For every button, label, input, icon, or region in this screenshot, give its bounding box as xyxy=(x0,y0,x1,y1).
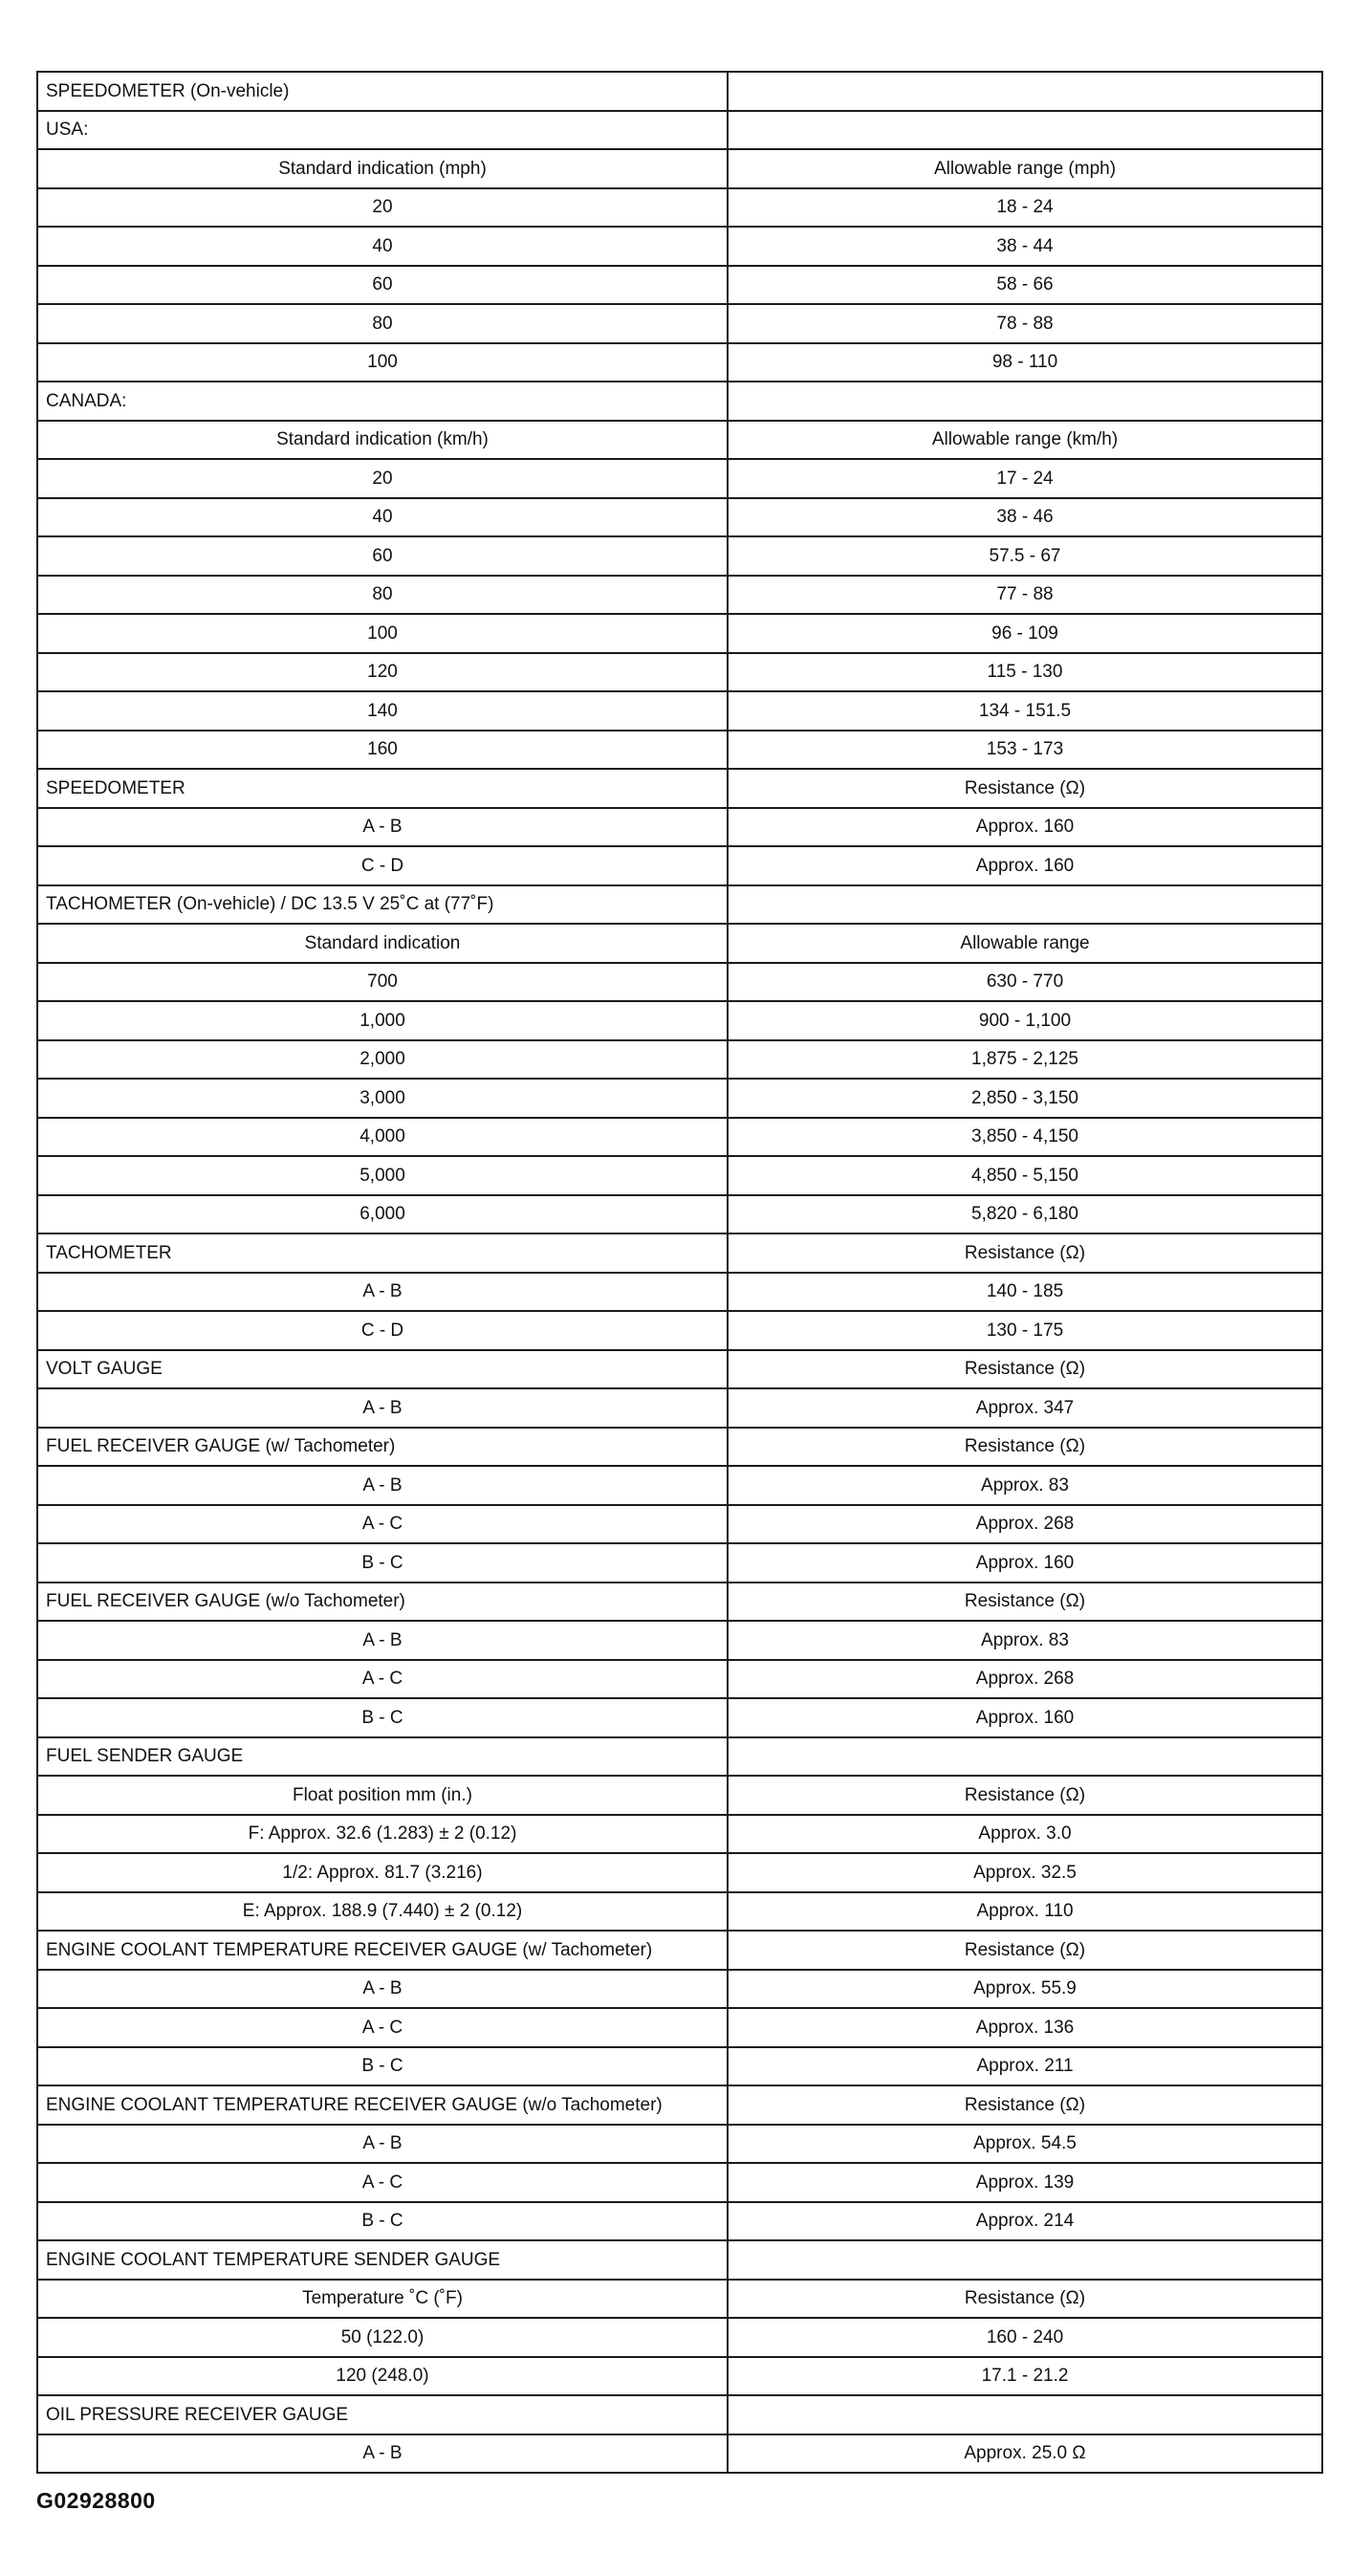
value-cell: Approx. 268 xyxy=(728,1505,1322,1544)
value-cell: 17.1 - 21.2 xyxy=(728,2357,1322,2396)
value-cell: 160 - 240 xyxy=(728,2318,1322,2357)
table-row xyxy=(37,1118,1322,1157)
item-cell: 4,000 xyxy=(37,1118,728,1157)
figure-id-label: G02928800 xyxy=(36,2488,156,2513)
section-header-row xyxy=(37,2395,1322,2434)
value-cell xyxy=(728,72,1322,111)
value-cell: 98 - 110 xyxy=(728,343,1322,382)
value-cell: 38 - 46 xyxy=(728,498,1322,537)
item-cell: E: Approx. 188.9 (7.440) ± 2 (0.12) xyxy=(37,1892,728,1932)
table-row xyxy=(37,1466,1322,1505)
section-header-row xyxy=(37,2085,1322,2125)
item-cell: 5,000 xyxy=(37,1156,728,1195)
table-row xyxy=(37,2008,1322,2047)
table-row xyxy=(37,691,1322,731)
section-title-cell: SPEEDOMETER (On-vehicle) xyxy=(37,72,728,111)
section-header-row xyxy=(37,885,1322,925)
value-cell: Approx. 136 xyxy=(728,2008,1322,2047)
item-cell: 3,000 xyxy=(37,1079,728,1118)
value-cell: Resistance (Ω) xyxy=(728,1776,1322,1815)
value-cell: Approx. 83 xyxy=(728,1621,1322,1660)
value-cell: Approx. 347 xyxy=(728,1388,1322,1428)
table-row xyxy=(37,963,1322,1002)
table-row xyxy=(37,2357,1322,2396)
value-cell: Allowable range xyxy=(728,924,1322,963)
item-cell: B - C xyxy=(37,2047,728,2086)
value-cell: Approx. 160 xyxy=(728,808,1322,847)
item-cell: F: Approx. 32.6 (1.283) ± 2 (0.12) xyxy=(37,1815,728,1854)
section-title-cell: TACHOMETER xyxy=(37,1233,728,1273)
table-row xyxy=(37,498,1322,537)
section-header-row xyxy=(37,1233,1322,1273)
table-row xyxy=(37,1698,1322,1737)
item-cell: B - C xyxy=(37,1543,728,1583)
item-cell: B - C xyxy=(37,2202,728,2241)
table-row xyxy=(37,266,1322,305)
table-row xyxy=(37,227,1322,266)
section-title-cell: ENGINE COOLANT TEMPERATURE SENDER GAUGE xyxy=(37,2240,728,2280)
value-cell: Approx. 214 xyxy=(728,2202,1322,2241)
item-cell: A - B xyxy=(37,1466,728,1505)
item-cell: 80 xyxy=(37,576,728,615)
item-cell: A - B xyxy=(37,808,728,847)
table-row xyxy=(37,1505,1322,1544)
section-title-cell: OIL PRESSURE RECEIVER GAUGE xyxy=(37,2395,728,2434)
item-cell: 140 xyxy=(37,691,728,731)
item-cell: 120 (248.0) xyxy=(37,2357,728,2396)
value-cell: Approx. 54.5 xyxy=(728,2125,1322,2164)
section-title-cell: VOLT GAUGE xyxy=(37,1350,728,1389)
value-cell: Resistance (Ω) xyxy=(728,769,1322,808)
value-cell: 130 - 175 xyxy=(728,1311,1322,1350)
value-cell: 3,850 - 4,150 xyxy=(728,1118,1322,1157)
item-cell: A - B xyxy=(37,1970,728,2009)
table-row xyxy=(37,2434,1322,2474)
value-cell: Approx. 3.0 xyxy=(728,1815,1322,1854)
section-title-cell: SPEEDOMETER xyxy=(37,769,728,808)
value-cell xyxy=(728,382,1322,421)
value-cell: Resistance (Ω) xyxy=(728,1428,1322,1467)
table-row xyxy=(37,1040,1322,1080)
item-cell: 60 xyxy=(37,536,728,576)
section-title-cell: FUEL SENDER GAUGE xyxy=(37,1737,728,1777)
value-cell: 140 - 185 xyxy=(728,1273,1322,1312)
section-title-cell: USA: xyxy=(37,111,728,150)
table-row xyxy=(37,1311,1322,1350)
item-cell: A - C xyxy=(37,1660,728,1699)
section-title-cell: FUEL RECEIVER GAUGE (w/ Tachometer) xyxy=(37,1428,728,1467)
item-cell: 100 xyxy=(37,343,728,382)
table-row xyxy=(37,1660,1322,1699)
section-title-cell: ENGINE COOLANT TEMPERATURE RECEIVER GAUGE (w/ Tachometer) xyxy=(37,1931,728,1970)
section-title-cell: ENGINE COOLANT TEMPERATURE RECEIVER GAUGE (w/o Tachometer) xyxy=(37,2085,728,2125)
table-row xyxy=(37,1853,1322,1892)
value-cell: Resistance (Ω) xyxy=(728,1233,1322,1273)
table-row xyxy=(37,343,1322,382)
item-cell: A - C xyxy=(37,2008,728,2047)
specifications-table xyxy=(36,71,1323,2474)
value-cell: Approx. 55.9 xyxy=(728,1970,1322,2009)
table-row xyxy=(37,1970,1322,2009)
item-cell: A - C xyxy=(37,2163,728,2202)
section-header-row xyxy=(37,2240,1322,2280)
value-cell: Approx. 211 xyxy=(728,2047,1322,2086)
value-cell: 57.5 - 67 xyxy=(728,536,1322,576)
item-cell: Float position mm (in.) xyxy=(37,1776,728,1815)
table-row xyxy=(37,421,1322,460)
specifications-table-body xyxy=(37,72,1322,2473)
table-row xyxy=(37,1892,1322,1932)
section-header-row xyxy=(37,1428,1322,1467)
value-cell xyxy=(728,111,1322,150)
table-row xyxy=(37,924,1322,963)
value-cell: Approx. 32.5 xyxy=(728,1853,1322,1892)
value-cell: 134 - 151.5 xyxy=(728,691,1322,731)
value-cell: Resistance (Ω) xyxy=(728,2085,1322,2125)
value-cell: 1,875 - 2,125 xyxy=(728,1040,1322,1080)
value-cell: Approx. 110 xyxy=(728,1892,1322,1932)
item-cell: 6,000 xyxy=(37,1195,728,1234)
value-cell: 5,820 - 6,180 xyxy=(728,1195,1322,1234)
item-cell: A - B xyxy=(37,2125,728,2164)
value-cell: 96 - 109 xyxy=(728,614,1322,653)
item-cell: Standard indication (km/h) xyxy=(37,421,728,460)
value-cell: Resistance (Ω) xyxy=(728,2280,1322,2319)
item-cell: A - B xyxy=(37,2434,728,2474)
item-cell: 700 xyxy=(37,963,728,1002)
item-cell: 1/2: Approx. 81.7 (3.216) xyxy=(37,1853,728,1892)
section-header-row xyxy=(37,769,1322,808)
table-row xyxy=(37,2163,1322,2202)
section-header-row xyxy=(37,1737,1322,1777)
value-cell: 17 - 24 xyxy=(728,459,1322,498)
item-cell: 50 (122.0) xyxy=(37,2318,728,2357)
section-header-row xyxy=(37,1931,1322,1970)
item-cell: 60 xyxy=(37,266,728,305)
table-row xyxy=(37,304,1322,343)
table-row xyxy=(37,1388,1322,1428)
item-cell: 20 xyxy=(37,188,728,228)
value-cell: 2,850 - 3,150 xyxy=(728,1079,1322,1118)
value-cell: Resistance (Ω) xyxy=(728,1350,1322,1389)
table-row xyxy=(37,614,1322,653)
value-cell xyxy=(728,885,1322,925)
value-cell: 630 - 770 xyxy=(728,963,1322,1002)
table-row xyxy=(37,808,1322,847)
value-cell: Approx. 83 xyxy=(728,1466,1322,1505)
value-cell: Allowable range (km/h) xyxy=(728,421,1322,460)
value-cell: 77 - 88 xyxy=(728,576,1322,615)
item-cell: B - C xyxy=(37,1698,728,1737)
item-cell: 80 xyxy=(37,304,728,343)
item-cell: 40 xyxy=(37,498,728,537)
value-cell: Resistance (Ω) xyxy=(728,1583,1322,1622)
value-cell: Approx. 160 xyxy=(728,1543,1322,1583)
value-cell: Approx. 25.0 Ω xyxy=(728,2434,1322,2474)
section-title-cell: CANADA: xyxy=(37,382,728,421)
item-cell: Standard indication xyxy=(37,924,728,963)
table-row xyxy=(37,731,1322,770)
section-header-row xyxy=(37,111,1322,150)
item-cell: 100 xyxy=(37,614,728,653)
table-row xyxy=(37,1621,1322,1660)
table-row xyxy=(37,149,1322,188)
value-cell xyxy=(728,2395,1322,2434)
item-cell: 160 xyxy=(37,731,728,770)
table-row xyxy=(37,536,1322,576)
item-cell: 20 xyxy=(37,459,728,498)
section-header-row xyxy=(37,1350,1322,1389)
section-header-row xyxy=(37,72,1322,111)
section-title-cell: TACHOMETER (On-vehicle) / DC 13.5 V 25˚C at (77˚F) xyxy=(37,885,728,925)
table-row xyxy=(37,1776,1322,1815)
table-row xyxy=(37,653,1322,692)
value-cell: 18 - 24 xyxy=(728,188,1322,228)
item-cell: C - D xyxy=(37,846,728,885)
value-cell: 900 - 1,100 xyxy=(728,1001,1322,1040)
section-header-row xyxy=(37,382,1322,421)
value-cell: Approx. 160 xyxy=(728,846,1322,885)
table-row xyxy=(37,188,1322,228)
value-cell: Allowable range (mph) xyxy=(728,149,1322,188)
value-cell: 4,850 - 5,150 xyxy=(728,1156,1322,1195)
table-row xyxy=(37,2280,1322,2319)
value-cell: 58 - 66 xyxy=(728,266,1322,305)
table-row xyxy=(37,1273,1322,1312)
table-row xyxy=(37,1195,1322,1234)
item-cell: Temperature ˚C (˚F) xyxy=(37,2280,728,2319)
value-cell: Approx. 160 xyxy=(728,1698,1322,1737)
value-cell: 38 - 44 xyxy=(728,227,1322,266)
value-cell: Approx. 139 xyxy=(728,2163,1322,2202)
item-cell: 1,000 xyxy=(37,1001,728,1040)
table-row xyxy=(37,1001,1322,1040)
value-cell xyxy=(728,2240,1322,2280)
table-row xyxy=(37,1156,1322,1195)
table-row xyxy=(37,1815,1322,1854)
table-row xyxy=(37,2318,1322,2357)
table-row xyxy=(37,1543,1322,1583)
value-cell: 115 - 130 xyxy=(728,653,1322,692)
item-cell: 2,000 xyxy=(37,1040,728,1080)
value-cell: Resistance (Ω) xyxy=(728,1931,1322,1970)
value-cell xyxy=(728,1737,1322,1777)
item-cell: 120 xyxy=(37,653,728,692)
item-cell: C - D xyxy=(37,1311,728,1350)
item-cell: A - B xyxy=(37,1388,728,1428)
table-row xyxy=(37,2047,1322,2086)
section-title-cell: FUEL RECEIVER GAUGE (w/o Tachometer) xyxy=(37,1583,728,1622)
section-header-row xyxy=(37,1583,1322,1622)
value-cell: 153 - 173 xyxy=(728,731,1322,770)
table-row xyxy=(37,2125,1322,2164)
table-row xyxy=(37,1079,1322,1118)
item-cell: Standard indication (mph) xyxy=(37,149,728,188)
item-cell: 40 xyxy=(37,227,728,266)
item-cell: A - B xyxy=(37,1621,728,1660)
value-cell: Approx. 268 xyxy=(728,1660,1322,1699)
table-row xyxy=(37,576,1322,615)
value-cell: 78 - 88 xyxy=(728,304,1322,343)
table-row xyxy=(37,459,1322,498)
table-row xyxy=(37,846,1322,885)
item-cell: A - B xyxy=(37,1273,728,1312)
table-row xyxy=(37,2202,1322,2241)
item-cell: A - C xyxy=(37,1505,728,1544)
